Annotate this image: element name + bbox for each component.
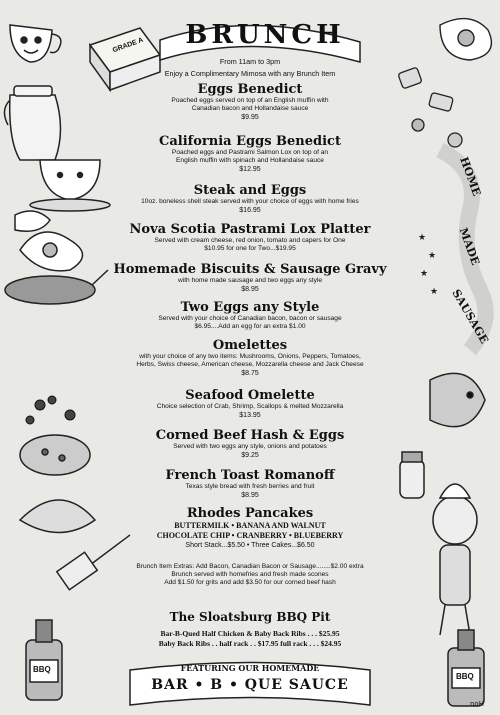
brunch-hours: From 11am to 3pm: [219, 57, 281, 66]
item-description: with home made sausage and two eggs any style: [177, 277, 323, 284]
stars-icon: [418, 232, 438, 296]
menu-item-1: [110, 134, 390, 174]
fish-icon: [430, 373, 485, 426]
item-price: $12.95: [239, 166, 261, 173]
item-price: $8.75: [241, 370, 259, 377]
pancakes-title: Rhodes Pancakes: [186, 506, 314, 521]
bbq-line: Bar-B-Qued Half Chicken & Baby Back Ribs . . . $25.95: [160, 629, 340, 638]
berries-icon: [26, 396, 75, 424]
item-name: Homemade Biscuits & Sausage Gravy: [113, 262, 387, 277]
omelette-icon: [20, 500, 95, 533]
extras-line: Brunch served with homefries and fresh made scones: [171, 571, 329, 578]
banner-bottom: BAR • B • QUE SAUCE: [151, 677, 349, 693]
pancake-icon: [20, 435, 90, 475]
item-name: Corned Beef Hash & Eggs: [155, 428, 345, 443]
bbq-line: Baby Back Ribs . . half rack . . $17.95 full rack . . . $24.95: [158, 639, 342, 648]
item-description: Served with cream cheese, red onion, tomato and capers for One: [154, 237, 346, 244]
extras-section: [100, 563, 400, 587]
menu-item-4: [110, 262, 390, 294]
item-description: Herbs, Swiss cheese, American cheese, Mozzarella cheese and Jack Cheese: [136, 361, 364, 368]
item-description: Canadian bacon and Hollandaise sauce: [191, 105, 309, 112]
menu-title: BRUNCH: [185, 20, 345, 50]
item-price: $9.25: [241, 452, 259, 459]
menu-item-0: [110, 82, 390, 122]
item-price: $9.95: [241, 114, 259, 121]
item-description: Texas style bread with fresh berries and fruit: [185, 483, 315, 490]
svg-text:★: ★: [420, 268, 429, 278]
menu-item-3: [110, 222, 390, 253]
item-description: Poached eggs and Pastrami Salmon Lox on top of an: [171, 149, 329, 156]
item-description: $10.95 for one for Two...$19.95: [204, 245, 296, 252]
item-description: 10oz. boneless shell steak served with your choice of eggs with home fries: [141, 198, 359, 205]
bbq-title: The Sloatsburg BBQ Pit: [169, 610, 331, 624]
side-word-sausage: SAUSAGE: [449, 287, 491, 346]
item-description: $6.95....Add an egg for an extra $1.00: [194, 323, 306, 330]
menu-item-9: [110, 468, 390, 500]
item-price: $13.95: [239, 412, 261, 419]
item-name: California Eggs Benedict: [159, 134, 341, 149]
chef-pig-icon: [433, 484, 477, 635]
side-word-made: MADE: [456, 226, 483, 267]
coffee-mug-icon: [10, 25, 61, 62]
item-description: English muffin with spinach and Hollandaise sauce: [176, 157, 324, 164]
menu-item-6: [110, 338, 390, 378]
item-description: Served with two eggs any style, onions and potatoes: [173, 443, 327, 450]
item-price: $8.95: [241, 492, 259, 499]
coffee-cup-icon: [30, 160, 110, 211]
bbq-bottle-right-icon: [448, 630, 484, 706]
side-word-home: HOME: [457, 155, 484, 198]
mimosa-offer: Enjoy a Complimentary Mimosa with any Brunch Item: [164, 69, 336, 78]
item-name: Steak and Eggs: [193, 183, 307, 198]
frying-pan-icon: [5, 211, 108, 304]
bbq-bottle-left-icon: [26, 620, 62, 700]
item-name: French Toast Romanoff: [165, 468, 335, 483]
item-name: Nova Scotia Pastrami Lox Platter: [129, 222, 371, 237]
svg-text:★: ★: [418, 232, 427, 242]
bottle-label-right: BBQ: [456, 672, 474, 681]
item-price: $8.95: [241, 286, 259, 293]
bottle-label-left: BBQ: [33, 665, 51, 674]
extras-line: Brunch Item Extras: Add Bacon, Canadian Bacon or Sausage........$2.00 extra: [136, 563, 364, 570]
fried-egg-icon: [440, 19, 491, 60]
extras-line: Add $1.50 for grits and add $3.50 for our corned beef hash: [164, 579, 336, 586]
pancake-sizes: Short Stack...$5.50 • Three Cakes...$6.50: [185, 542, 315, 549]
item-name: Omelettes: [212, 338, 288, 353]
menu-item-5: [110, 300, 390, 331]
flying-toast-icon: [398, 67, 462, 147]
menu-item-8: [110, 428, 390, 460]
coffee-pot-icon: [4, 86, 60, 160]
svg-text:★: ★: [428, 250, 437, 260]
menu-item-7: [110, 388, 390, 420]
item-name: Eggs Benedict: [197, 82, 303, 97]
pancakes-section: [110, 506, 390, 550]
item-name: Two Eggs any Style: [180, 300, 320, 315]
banner-top: FEATURING OUR HOMEMADE: [180, 663, 320, 673]
item-name: Seafood Omelette: [185, 388, 315, 403]
item-description: Served with your choice of Canadian bacon, bacon or sausage: [158, 315, 342, 322]
salt-shaker-icon: [400, 452, 424, 498]
pancake-variants: BUTTERMILK • BANANA AND WALNUT: [174, 521, 326, 530]
artist-signature: noH: [470, 700, 484, 708]
pancake-variants: CHOCOLATE CHIP • CRANBERRY • BLUEBERRY: [156, 531, 344, 540]
menu-item-2: [110, 183, 390, 215]
item-description: Poached eggs served on top of an English muffin with: [171, 97, 329, 104]
bbq-section: [100, 610, 400, 649]
item-description: Choice selection of Crab, Shrimp, Scallops & melted Mozzarella: [156, 403, 344, 410]
item-description: with your choice of any two items: Mushrooms, Onions, Peppers, Tomatoes,: [139, 353, 361, 360]
svg-text:★: ★: [430, 286, 439, 296]
butter-label: GRADE A: [111, 36, 145, 55]
item-price: $16.95: [239, 207, 261, 214]
